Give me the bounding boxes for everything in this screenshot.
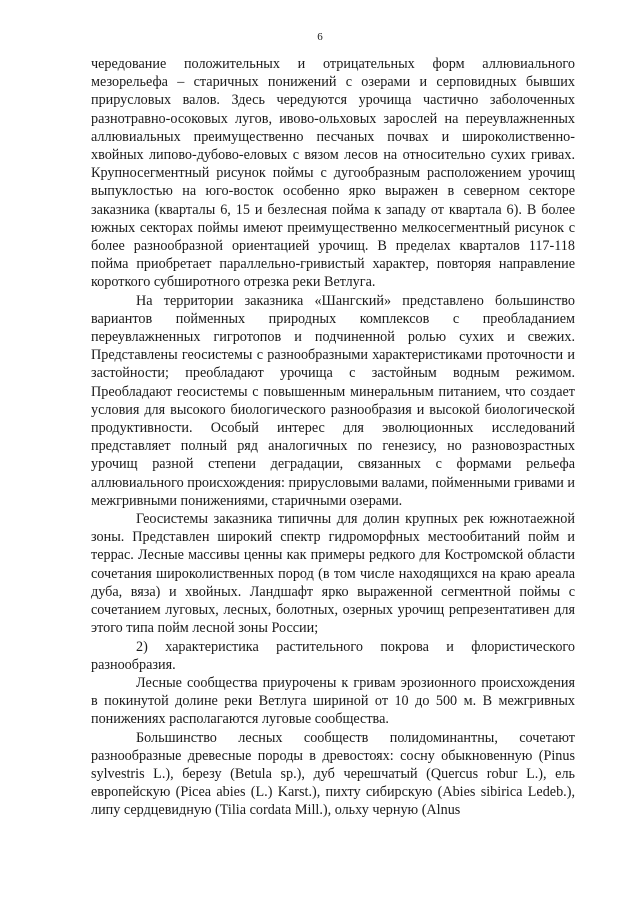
paragraph-shangsky: На территории заказника «Шангский» представлено большинство вариантов пойменных природных комплексов с преобладанием переувлажненных гигротопов и подчиненной ролью сухих и свежих. Представлены геосистемы с разнообразными характеристиками проточности и застойности; преобладают урочища с застойным водным режимом. Преобладают геосистемы с повышенным минеральным питанием, что создает условия для высокого биологического разнообразия и высокой биологической продуктивности. Особый интерес для эволюционных исследований представляет полный ряд аналогичных по генезису, но разновозрастных урочищ разной степени деградации, связанных с формами рельефа аллювиального происхождения: прирусловыми валами, пойменными гривами и межгривными понижениями, старичными озерами. (91, 292, 576, 509)
paragraph-forest-communities: Лесные сообщества приурочены к гривам эрозионного происхождения в покинутой долине реки Ветлуга шириной от 10 до 500 м. В межгривных понижениях располагаются луговые сообщества. (91, 674, 575, 728)
paragraph-continuation: чередование положительных и отрицательных форм аллювиального мезорельефа – старичных понижений с озерами и серповидных бывших прирусловых валов. Здесь чередуются урочища частично заболоченных разнотравно-осоковых лугов, ивово-ольховых зарослей на переувлажненных аллювиальных преимущественно песчаных почвах и широколиственно-хвойных липово-дубово-еловых с вязом лесов на относительно сухих гривах. Крупносегментный рисунок поймы с дугообразным расположением урочищ выпуклостью на юго-восток особенно ярко выражен в северном секторе заказника (кварталы 6, 15 и безлесная пойма к западу от квартала 6). В более южных секторах поймы имеют преимущественно мелкосегментный рисунок с более разнообразной ориентацией урочищ. В пределах кварталов 117-118 пойма приобретает параллельно-гривистый характер, повторяя направление короткого субширотного отрезка реки Ветлуга. (91, 56, 575, 291)
document-body (91, 55, 575, 820)
paragraph-geosystems: Геосистемы заказника типичны для долин крупных рек южнотаежной зоны. Представлен широкий спектр гидроморфных местообитаний пойм и террас. Лесные массивы ценны как примеры редкого для Костромской области сочетания широколиственных пород (в том числе находящихся на краю ареала дуба, вяза) и хвойных. Ландшафт ярко выраженной сегментной поймы с сочетанием луговых, лесных, болотных, озерных урочищ репрезентативен для этого типа пойм лесной зоны России; (91, 511, 575, 637)
page-number: 6 (317, 31, 323, 43)
paragraph-polydominant: Большинство лесных сообществ полидоминантны, сочетают разнообразные древесные породы в древостоях: сосну обыкновенную (Pinus sylvestris L.), березу (Betula sp.), дуб черешчатый (Quercus robur L.), ель европейскую (Picea abies (L.) Karst.), пихту сибирскую (Abies sibirica Ledeb.), липу сердцевидную (Tilia cordata Mill.), ольху черную (Alnus (91, 729, 575, 819)
list-item-vegetation: 2) характеристика растительного покрова и флористического разнообразия. (91, 638, 575, 673)
